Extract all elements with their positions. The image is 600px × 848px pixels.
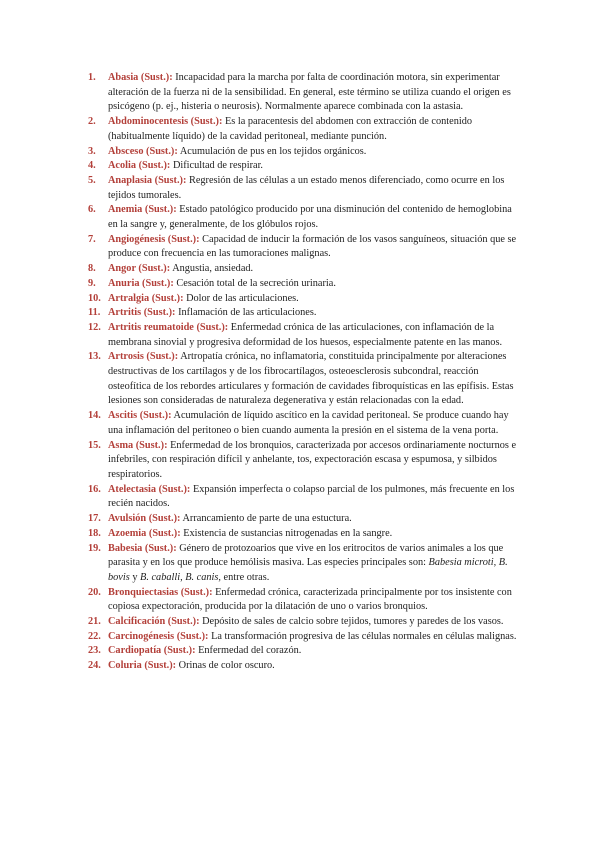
item-term: Absceso (Sust.): bbox=[108, 145, 178, 157]
item-term: Anaplasia (Sust.): bbox=[108, 174, 187, 186]
item-text bbox=[108, 630, 520, 645]
item-definition: Cesación total de la secreción urinaria. bbox=[176, 277, 336, 289]
glossary-item bbox=[88, 174, 520, 203]
item-term: Artrosis (Sust.): bbox=[108, 351, 179, 363]
item-text bbox=[108, 262, 520, 277]
item-number: 20. bbox=[88, 586, 101, 598]
item-term: Cardiopatía (Sust.): bbox=[108, 645, 196, 657]
item-text bbox=[108, 233, 520, 262]
item-term: Artritis (Sust.): bbox=[108, 307, 176, 319]
item-number: 5. bbox=[88, 174, 96, 186]
item-term: Carcinogénesis (Sust.): bbox=[108, 630, 209, 642]
glossary-item bbox=[88, 409, 520, 438]
item-number: 12. bbox=[88, 321, 101, 333]
glossary-item bbox=[88, 350, 520, 409]
item-text bbox=[108, 483, 520, 512]
glossary-item bbox=[88, 527, 520, 542]
item-definition: Regresión de las células a un estado menos diferenciado, como ocurre en los tejidos tumorales. bbox=[108, 174, 505, 201]
item-text bbox=[108, 644, 520, 659]
item-text bbox=[108, 174, 520, 203]
item-term: Babesia (Sust.): bbox=[108, 542, 177, 554]
item-text bbox=[108, 527, 520, 542]
item-term: Abdominocentesis (Sust.): bbox=[108, 116, 223, 128]
item-definition-segment: B. caballi, B. canis, bbox=[140, 571, 221, 583]
item-text bbox=[108, 321, 520, 350]
item-definition: Artropatía crónica, no inflamatoria, constituida principalmente por alteraciones destructivas de los cartílagos y de los fibrocartílagos, osteoesclerosis subcondral, reacción osteofítica de los rebordes articulares y formación de cavidades fibroquísticas en las epífisis. Estas lesiones son consideradas de naturaleza degenerativa y están relacionadas con la edad. bbox=[108, 351, 514, 407]
item-number: 2. bbox=[88, 116, 96, 128]
item-number: 7. bbox=[88, 233, 96, 245]
item-number: 4. bbox=[88, 160, 96, 172]
item-text bbox=[108, 512, 520, 527]
glossary-item bbox=[88, 233, 520, 262]
glossary-item bbox=[88, 630, 520, 645]
item-text bbox=[108, 145, 520, 160]
item-text bbox=[108, 542, 520, 586]
item-text bbox=[108, 439, 520, 483]
item-term: Abasia (Sust.): bbox=[108, 72, 173, 83]
item-definition: Expansión imperfecta o colapso parcial de los pulmones, más frecuente en los recién nacidos. bbox=[108, 483, 515, 510]
glossary-item bbox=[88, 145, 520, 160]
item-definition: Estado patológico producido por una disminución del contenido de hemoglobina en la sangre y, generalmente, de los glóbulos rojos. bbox=[108, 204, 512, 231]
item-definition-segment: y bbox=[129, 571, 141, 583]
item-number: 18. bbox=[88, 527, 101, 539]
glossary-item bbox=[88, 586, 520, 615]
glossary-item bbox=[88, 644, 520, 659]
item-definition: Existencia de sustancias nitrogenadas en la sangre. bbox=[183, 527, 393, 539]
item-definition: Incapacidad para la marcha por falta de coordinación motora, sin experimentar alteración de la fuerza ni de la sensibilidad. En general, este término se utiliza cuando el origen es psicógeno (p. ej., histeria o neurosis). Normalmente aparece combinada con la astasia. bbox=[108, 72, 511, 113]
item-text bbox=[108, 615, 520, 630]
item-number: 21. bbox=[88, 616, 101, 628]
item-number: 14. bbox=[88, 410, 101, 422]
item-term: Atelectasia (Sust.): bbox=[108, 483, 191, 495]
item-number: 24. bbox=[88, 660, 101, 672]
item-text bbox=[108, 115, 520, 144]
item-term: Coluria (Sust.): bbox=[108, 660, 177, 672]
item-text bbox=[108, 292, 520, 307]
item-term: Bronquiectasias (Sust.): bbox=[108, 586, 213, 598]
glossary-item bbox=[88, 542, 520, 586]
glossary-item bbox=[88, 262, 520, 277]
glossary-item bbox=[88, 277, 520, 292]
glossary-item bbox=[88, 512, 520, 527]
item-term: Anemia (Sust.): bbox=[108, 204, 177, 216]
item-text bbox=[108, 350, 520, 409]
item-definition: Dificultad de respirar. bbox=[172, 160, 263, 172]
item-definition: Enfermedad crónica de las articulaciones, con inflamación de la membrana sinovial y progresiva deformidad de los huesos, especialmente patente en las manos. bbox=[108, 321, 503, 348]
glossary-item bbox=[88, 439, 520, 483]
item-term: Angor (Sust.): bbox=[108, 263, 171, 275]
item-term: Ascitis (Sust.): bbox=[108, 410, 172, 422]
item-text bbox=[108, 71, 520, 115]
item-definition: La transformación progresiva de las células normales en células malignas. bbox=[211, 630, 517, 642]
item-term: Artritis reumatoide (Sust.): bbox=[108, 321, 229, 333]
item-text bbox=[108, 409, 520, 438]
glossary-item bbox=[88, 203, 520, 232]
item-number: 19. bbox=[88, 542, 101, 554]
item-definition: Dolor de las articulaciones. bbox=[186, 292, 299, 304]
item-text bbox=[108, 203, 520, 232]
item-number: 13. bbox=[88, 351, 101, 363]
item-definition-segment: Género de protozoarios que vive en los eritrocitos de varios animales a los que parasita y en los que produce hemólisis masiva. Las especies principales son: bbox=[108, 542, 504, 569]
item-definition: Inflamación de las articulaciones. bbox=[178, 307, 317, 319]
item-term: Artralgia (Sust.): bbox=[108, 292, 184, 304]
item-number: 23. bbox=[88, 645, 101, 657]
item-number: 15. bbox=[88, 439, 101, 451]
item-term: Acolia (Sust.): bbox=[108, 160, 171, 172]
item-text bbox=[108, 659, 520, 674]
item-definition: Enfermedad crónica, caracterizada principalmente por tos insistente con copiosa expectoración, producida por la dilatación de uno o varios bronquios. bbox=[108, 586, 512, 613]
item-number: 3. bbox=[88, 145, 96, 157]
item-definition: Acumulación de pus en los tejidos orgánicos. bbox=[179, 145, 367, 157]
item-number: 11. bbox=[88, 307, 101, 319]
item-definition: Angustia, ansiedad. bbox=[172, 263, 254, 275]
item-definition: Orinas de color oscuro. bbox=[178, 660, 275, 672]
item-number: 22. bbox=[88, 630, 101, 642]
item-number: 6. bbox=[88, 204, 96, 216]
glossary-item bbox=[88, 306, 520, 321]
item-term: Avulsión (Sust.): bbox=[108, 513, 181, 525]
item-text bbox=[108, 159, 520, 174]
item-term: Asma (Sust.): bbox=[108, 439, 168, 451]
item-number: 17. bbox=[88, 513, 101, 525]
item-definition: Acumulación de líquido ascítico en la cavidad peritoneal. Se produce cuando hay una inflamación del peritoneo o bien cuando aumenta la presión en el sistema de la vena porta. bbox=[108, 410, 509, 436]
glossary-item bbox=[88, 321, 520, 350]
glossary-item bbox=[88, 115, 520, 144]
item-definition: Enfermedad de los bronquios, caracterizada por accesos ordinariamente nocturnos e infebriles, con respiración difícil y anhelante, tos, expectoración escasa y espumosa, y silbidos respiratorios. bbox=[108, 439, 517, 480]
item-term: Angiogénesis (Sust.): bbox=[108, 233, 200, 245]
item-term: Anuria (Sust.): bbox=[108, 277, 174, 289]
glossary-item bbox=[88, 659, 520, 674]
glossary-item bbox=[88, 615, 520, 630]
item-definition-segment: entre otras. bbox=[220, 571, 270, 583]
glossary-item bbox=[88, 292, 520, 307]
item-number: 8. bbox=[88, 263, 96, 275]
item-text bbox=[108, 277, 520, 292]
item-number: 10. bbox=[88, 292, 101, 304]
item-definition: Depósito de sales de calcio sobre tejidos, tumores y paredes de los vasos. bbox=[202, 616, 504, 628]
item-text bbox=[108, 586, 520, 615]
glossary-item bbox=[88, 483, 520, 512]
item-term: Calcificación (Sust.): bbox=[108, 616, 200, 628]
glossary-list bbox=[88, 71, 520, 674]
glossary-item bbox=[88, 159, 520, 174]
item-number: 1. bbox=[88, 72, 96, 83]
item-definition: Enfermedad del corazón. bbox=[198, 645, 302, 657]
item-definition-segment: Babesia microti, B. bovis bbox=[108, 557, 508, 583]
item-number: 16. bbox=[88, 483, 101, 495]
item-definition: Arrancamiento de parte de una estuctura. bbox=[182, 513, 352, 525]
item-definition: Capacidad de inducir la formación de los vasos sanguíneos, situación que se produce con frecuencia en las tumoraciones malignas. bbox=[108, 233, 517, 260]
item-term: Azoemia (Sust.): bbox=[108, 527, 181, 539]
glossary-item bbox=[88, 71, 520, 115]
item-number: 9. bbox=[88, 277, 96, 289]
item-definition: Es la paracentesis del abdomen con extracción de contenido (habitualmente líquido) de la cavidad peritoneal, mediante punción. bbox=[108, 116, 473, 142]
item-text bbox=[108, 306, 520, 321]
